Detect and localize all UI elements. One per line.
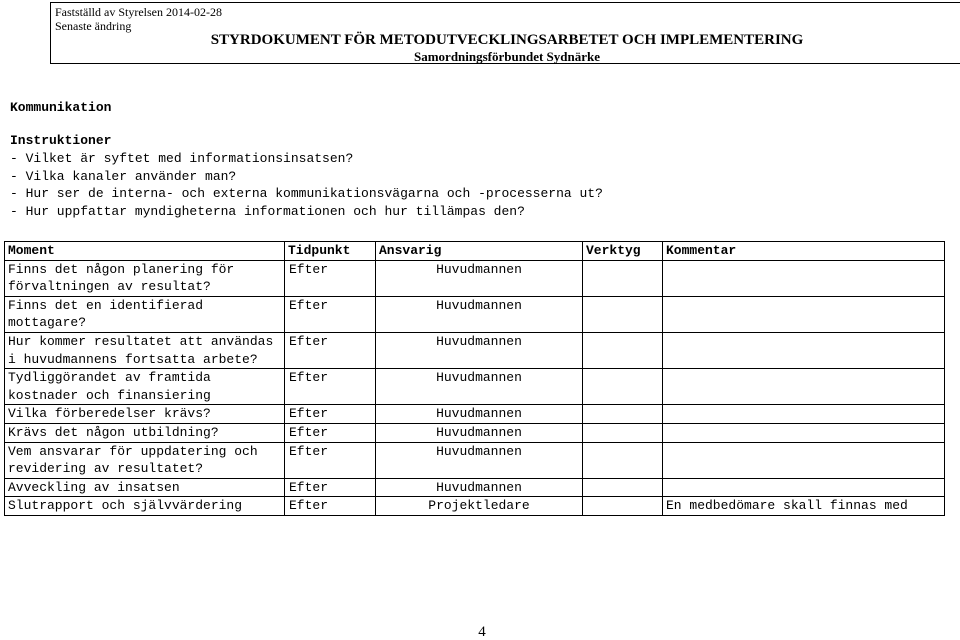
table-row (5, 405, 945, 424)
cell-verktyg (583, 423, 663, 442)
cell-verktyg (583, 497, 663, 516)
cell-ansvarig: Huvudmannen (376, 369, 583, 405)
table-row (5, 332, 945, 368)
cell-tidpunkt: Efter (285, 296, 376, 332)
instruction-item: - Vilka kanaler använder man? (10, 168, 237, 184)
cell-tidpunkt: Efter (285, 369, 376, 405)
cell-kommentar (663, 260, 945, 296)
cell-moment: Tydliggörandet av framtida kostnader och finansiering (5, 369, 285, 405)
table-row (5, 442, 945, 478)
cell-kommentar (663, 296, 945, 332)
cell-moment: Krävs det någon utbildning? (5, 423, 285, 442)
column-header-ansvarig: Ansvarig (376, 242, 583, 261)
column-header-moment: Moment (5, 242, 285, 261)
cell-ansvarig: Huvudmannen (376, 423, 583, 442)
cell-moment: Avveckling av insatsen (5, 478, 285, 497)
table-row (5, 423, 945, 442)
table-row (5, 478, 945, 497)
cell-ansvarig: Huvudmannen (376, 260, 583, 296)
last-changed: Senaste ändring (55, 19, 132, 33)
cell-kommentar (663, 369, 945, 405)
cell-ansvarig: Huvudmannen (376, 296, 583, 332)
cell-ansvarig: Huvudmannen (376, 332, 583, 368)
table-header-row (5, 242, 945, 261)
cell-verktyg (583, 369, 663, 405)
cell-verktyg (583, 332, 663, 368)
cell-verktyg (583, 442, 663, 478)
cell-moment: Finns det någon planering för förvaltningen av resultat? (5, 260, 285, 296)
cell-kommentar (663, 478, 945, 497)
instructions-heading: Instruktioner (10, 133, 112, 148)
plan-table (4, 241, 945, 516)
column-header-verktyg: Verktyg (583, 242, 663, 261)
cell-tidpunkt: Efter (285, 405, 376, 424)
cell-moment: Finns det en identifierad mottagare? (5, 296, 285, 332)
instruction-item: - Hur ser de interna- och externa kommunikationsvägarna och -processerna ut? (10, 186, 603, 202)
cell-moment: Vilka förberedelser krävs? (5, 405, 285, 424)
cell-kommentar (663, 405, 945, 424)
document-title: STYRDOKUMENT FÖR METODUTVECKLINGSARBETET OCH IMPLEMENTERING (210, 32, 804, 48)
instructions-list (10, 150, 603, 220)
cell-ansvarig: Huvudmannen (376, 442, 583, 478)
cell-ansvarig: Projektledare (376, 497, 583, 516)
cell-tidpunkt: Efter (285, 478, 376, 497)
column-header-kommentar: Kommentar (663, 242, 945, 261)
table-row (5, 497, 945, 516)
cell-ansvarig: Huvudmannen (376, 478, 583, 497)
cell-tidpunkt: Efter (285, 442, 376, 478)
cell-moment: Hur kommer resultatet att användas i huvudmannens fortsatta arbete? (5, 332, 285, 368)
document-subtitle: Samordningsförbundet Sydnärke (413, 49, 601, 64)
cell-tidpunkt: Efter (285, 497, 376, 516)
table-row (5, 369, 945, 405)
cell-verktyg (583, 405, 663, 424)
table-row (5, 296, 945, 332)
cell-tidpunkt: Efter (285, 423, 376, 442)
cell-ansvarig: Huvudmannen (376, 405, 583, 424)
document-header (50, 2, 960, 64)
table-row (5, 260, 945, 296)
section-heading: Kommunikation (10, 100, 112, 115)
instruction-item: - Vilket är syftet med informationsinsatsen? (10, 151, 354, 166)
cell-kommentar (663, 423, 945, 442)
cell-tidpunkt: Efter (285, 332, 376, 368)
cell-moment: Vem ansvarar för uppdatering och revidering av resultatet? (5, 442, 285, 478)
cell-tidpunkt: Efter (285, 260, 376, 296)
cell-verktyg (583, 478, 663, 497)
cell-kommentar (663, 332, 945, 368)
instruction-item: - Hur uppfattar myndigheterna informationen och hur tillämpas den? (10, 203, 525, 219)
cell-kommentar: En medbedömare skall finnas med (663, 497, 945, 516)
column-header-tidpunkt: Tidpunkt (285, 242, 376, 261)
cell-kommentar (663, 442, 945, 478)
cell-verktyg (583, 296, 663, 332)
established-date: Fastställd av Styrelsen 2014-02-28 (55, 5, 222, 19)
cell-moment: Slutrapport och självvärdering (5, 497, 285, 516)
cell-verktyg (583, 260, 663, 296)
page-number: 4 (478, 624, 486, 640)
